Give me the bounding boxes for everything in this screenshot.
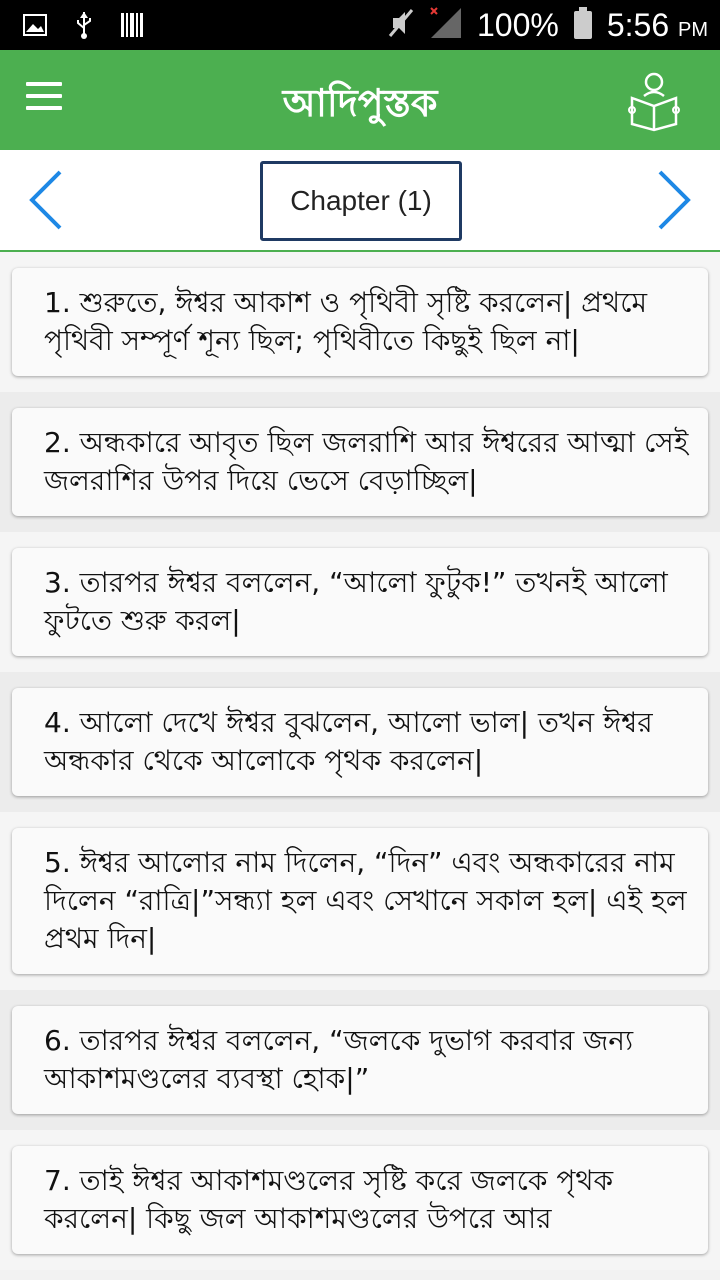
clock-time: 5:56 [606,6,670,43]
list-item[interactable] [0,672,720,812]
verse-text: 3. তারপর ঈশ্বর বললেন, “আলো ফুটুক!” তখনই আলো ফুটতে শুরু করল| [12,548,708,656]
reader-icon[interactable] [628,68,680,132]
barcode-icon [120,11,144,43]
mute-icon [387,6,415,44]
clock-ampm: PM [678,18,708,41]
chevron-left-icon[interactable] [26,168,66,232]
clock [607,7,708,44]
verse-list [0,252,720,1270]
verse-text: 2. অন্ধকারে আবৃত ছিল জলরাশি আর ঈশ্বরের আত্মা সেই জলরাশির উপর দিয়ে ভেসে বেড়াচ্ছিল| [12,408,708,516]
verse-text: 5. ঈশ্বর আলোর নাম দিলেন, “দিন” এবং অন্ধকারের নাম দিলেন “রাত্রি|”সন্ধ্যা হল এবং সেখানে সকাল হল| এই হল প্রথম দিন| [12,828,708,974]
list-item[interactable] [0,532,720,672]
list-item[interactable] [0,990,720,1130]
verse-text: 7. তাই ঈশ্বর আকাশমণ্ডলের সৃষ্টি করে জলকে পৃথক করলেন| কিছু জল আকাশমণ্ডলের উপরে আর [12,1146,708,1254]
usb-icon [74,10,94,44]
verse-text: 4. আলো দেখে ঈশ্বর বুঝলেন, আলো ভাল| তখন ঈশ্বর অন্ধকার থেকে আলোকে পৃথক করলেন| [12,688,708,796]
list-item[interactable] [0,812,720,990]
verse-text: 6. তারপর ঈশ্বর বললেন, “জলকে দুভাগ করবার জন্য আকাশমণ্ডলের ব্যবস্থা হোক|” [12,1006,708,1114]
chapter-navigation [0,150,720,252]
signal-icon [429,6,463,44]
app-bar [0,50,720,150]
status-bar [0,0,720,50]
list-item[interactable] [0,1130,720,1270]
battery-icon [573,6,593,44]
chapter-select-button[interactable]: Chapter (1) [260,161,462,241]
battery-percent: 100% [476,6,559,43]
list-item[interactable] [0,392,720,532]
list-item[interactable] [0,252,720,392]
verse-text: 1. শুরুতে, ঈশ্বর আকাশ ও পৃথিবী সৃষ্টি করলেন| প্রথমে পৃথিবী সম্পূর্ণ শূন্য ছিল; পৃথিবীতে কিছুই ছিল না| [12,268,708,376]
page-title: আদিপুস্তক [282,81,438,125]
image-icon [22,12,48,42]
chevron-right-icon[interactable] [654,168,694,232]
